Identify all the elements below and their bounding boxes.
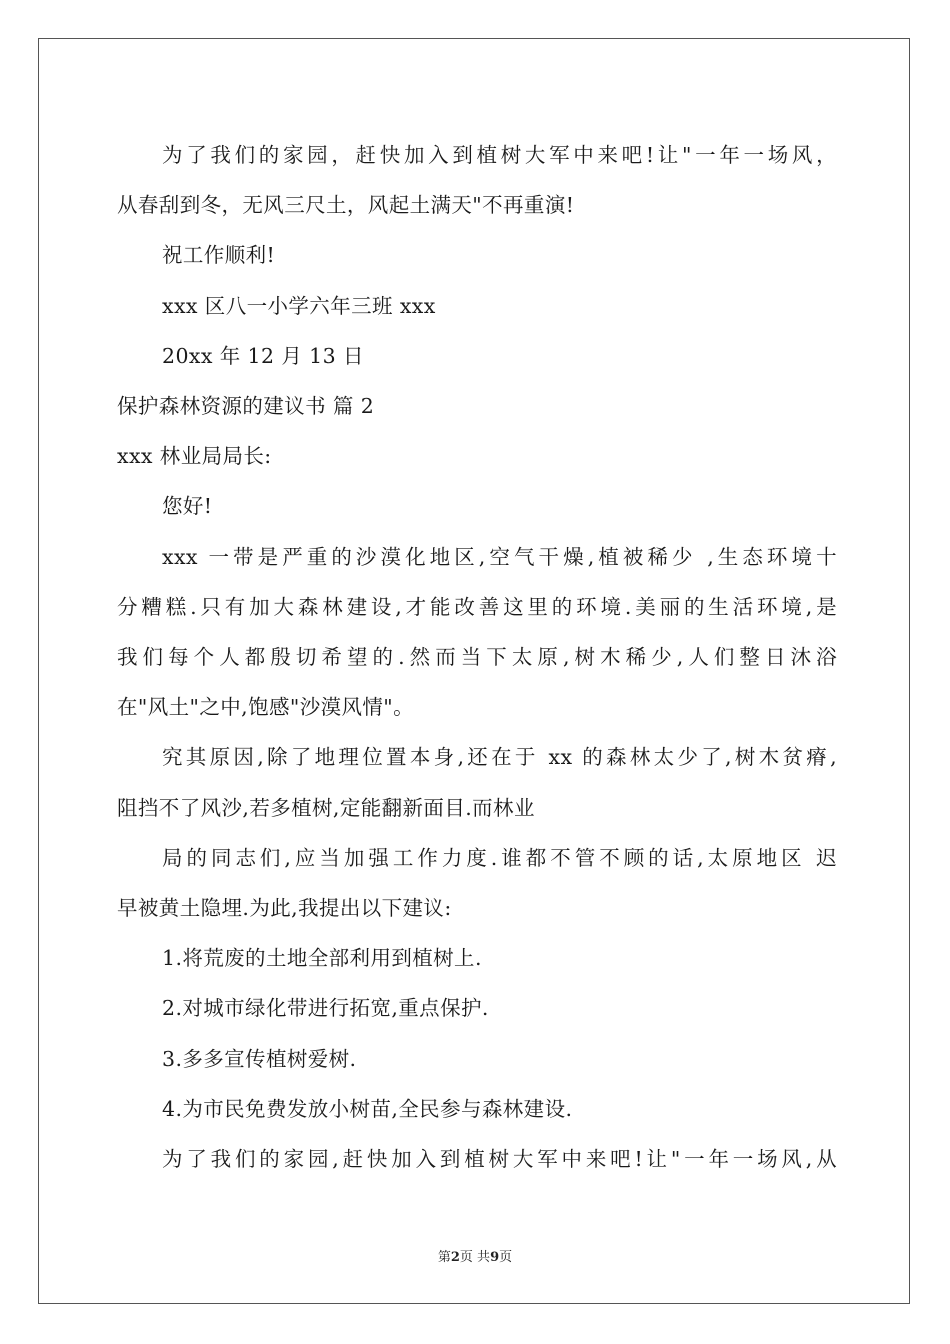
- page-footer: [0, 1246, 950, 1265]
- date-line: 20xx 年 12 月 13 日: [162, 343, 364, 368]
- page-number-middle: 页 共: [459, 1250, 491, 1265]
- paragraph-line: 局的同志们,应当加强工作力度.谁都不管不顾的话,太原地区 迟: [162, 845, 837, 870]
- total-page-count: 9: [490, 1250, 500, 1265]
- paragraph-line: 我们每个人都殷切希望的.然而当下太原,树木稀少,人们整日沐浴: [117, 645, 837, 670]
- salutation: xxx 林业局局长:: [117, 444, 272, 469]
- section-title: 保护森林资源的建议书 篇 2: [117, 394, 375, 419]
- list-item: 1.将荒废的土地全部利用到植树上.: [162, 946, 482, 971]
- paragraph-line: 阻挡不了风沙,若多植树,定能翻新面目.而林业: [117, 795, 535, 820]
- page-number-prefix: 第: [437, 1250, 451, 1265]
- paragraph-line: 分糟糕.只有加大森林建设,才能改善这里的环境.美丽的生活环境,是: [117, 594, 837, 619]
- paragraph-line: 从春刮到冬，无风三尺土，风起土满天"不再重演!: [117, 193, 575, 218]
- greeting: 您好!: [162, 494, 213, 519]
- document-body: [117, 130, 837, 1184]
- paragraph-line: 究其原因,除了地理位置本身,还在于 xx 的森林太少了,树木贫瘠,: [162, 745, 837, 770]
- paragraph-line: xxx 一带是严重的沙漠化地区,空气干燥,植被稀少 ,生态环境十: [162, 544, 837, 569]
- current-page-number: 2: [450, 1250, 460, 1265]
- page-number-suffix: 页: [499, 1250, 513, 1265]
- paragraph-line: 为了我们的家园，赶快加入到植树大军中来吧!让"一年一场风，: [162, 143, 837, 167]
- closing-greeting: 祝工作顺利!: [162, 243, 276, 268]
- paragraph-line: 早被黄土隐埋.为此,我提出以下建议:: [117, 896, 452, 921]
- list-item: 3.多多宣传植树爱树.: [162, 1046, 357, 1071]
- list-item: 4.为市民免费发放小树苗,全民参与森林建设.: [162, 1096, 573, 1121]
- paragraph-line: 为了我们的家园,赶快加入到植树大军中来吧!让"一年一场风,从: [162, 1147, 837, 1172]
- paragraph-line: 在"风土"之中,饱感"沙漠风情"。: [117, 695, 415, 720]
- list-item: 2.对城市绿化带进行拓宽,重点保护.: [162, 996, 489, 1021]
- signature: xxx 区八一小学六年三班 xxx: [162, 293, 436, 318]
